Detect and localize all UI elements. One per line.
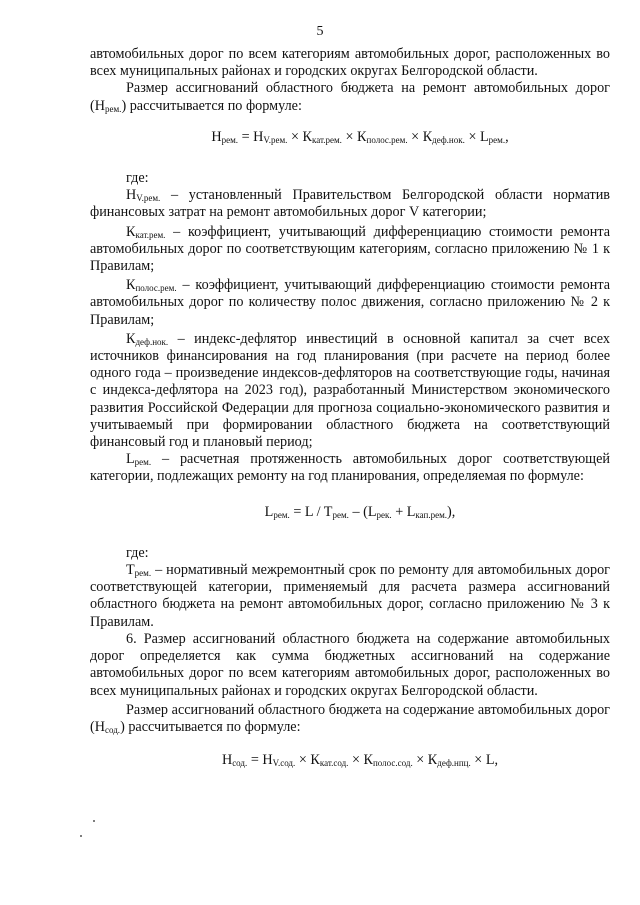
- intro-paragraph: автомобильных дорог по всем категориям автомобильных дорог, расположенных во всех муниципальных районах и городских округах Белгородской области.: [90, 46, 610, 80]
- repair-formula: $Н_{рем.} = Н_{V.рем.} \times К_{кат.рем.} \times К_{полос.рем.} \times К_{деф.нок.} \times L_{рем.}$,: [211, 128, 509, 145]
- paragraph-6: 6. Размер ассигнований областного бюджета на содержание автомобильных дорог определяется как сумма бюджетных ассигнований на содержание автомобильных дорог по всем категориям автомобильных дорог, расположенных во всех муниципальных районах и городских округах Белгородской области.: [90, 630, 610, 699]
- where-label-1: где:: [126, 170, 149, 187]
- definition-k-kat-rem: $К_{кат.рем.}$ – коэффициент, учитывающий дифференциацию стоимости ремонта автомобильных дорог по соответствующим категориям, согласно приложению № 1 к Правилам;: [90, 223, 610, 275]
- definition-k-polos-rem: $К_{полос.рем.}$ – коэффициент, учитывающий дифференциацию стоимости ремонта автомобильных дорог по количеству полос движения, согласно приложению № 2 к Правилам;: [90, 277, 610, 328]
- document-body: [90, 46, 610, 769]
- page-number: 5: [316, 24, 324, 39]
- definition-k-def-nok: $К_{деф.нок.}$ – индекс-дефлятор инвестиций в основной капитал за счет всех источников финансирования на год планирования (при расчете на период более одного года – произведение индексов-дефляторов на соответствующие годы, начиная с индекса-дефлятора на 2023 год), разработанный Министерством экономического развития Российской Федерации для прогноза социально-экономического развития и учитываемый при формировании областного бюджета на соответствующий финансовый год и плановый период;: [90, 330, 610, 451]
- scan-speck: [93, 820, 95, 822]
- definition-l-rem: $L_{рем.}$ – расчетная протяженность автомобильных дорог соответствующей категории, подлежащих ремонту на год планирования, определяемая по формуле:: [90, 451, 610, 485]
- definition-t-rem: $Т_{рем.}$ – нормативный межремонтный срок по ремонту для автомобильных дорог соответствующей категории, применяемый для расчета размера ассигнований областного бюджета на ремонт автомобильных дорог, согласно приложению № 3 к Правилам.: [90, 562, 610, 630]
- repair-intro-paragraph: Размер ассигнований областного бюджета на ремонт автомобильных дорог $(Н_{рем.})$ рассчитывается по формуле:: [90, 80, 610, 114]
- maintenance-intro-paragraph: Размер ассигнований областного бюджета на содержание автомобильных дорог $(Н_{сод.})$ рассчитывается по формуле:: [90, 701, 610, 735]
- definition-nv-rem: $Н_{V.рем.}$ – установленный Правительством Белгородской области норматив финансовых затрат на ремонт автомобильных дорог V категории;: [90, 187, 610, 221]
- length-formula: $L_{рем.} = L / T_{рем.} - (L_{рек.} + L_{кап.рем.})$,: [264, 503, 456, 520]
- where-label-2: где:: [126, 544, 149, 561]
- maintenance-formula: $Н_{сод.} = Н_{V.сод.} \times К_{кат.сод.} \times К_{полос.сод.} \times К_{деф.нпц.} \times L$,: [221, 752, 499, 769]
- scan-speck: [80, 835, 82, 837]
